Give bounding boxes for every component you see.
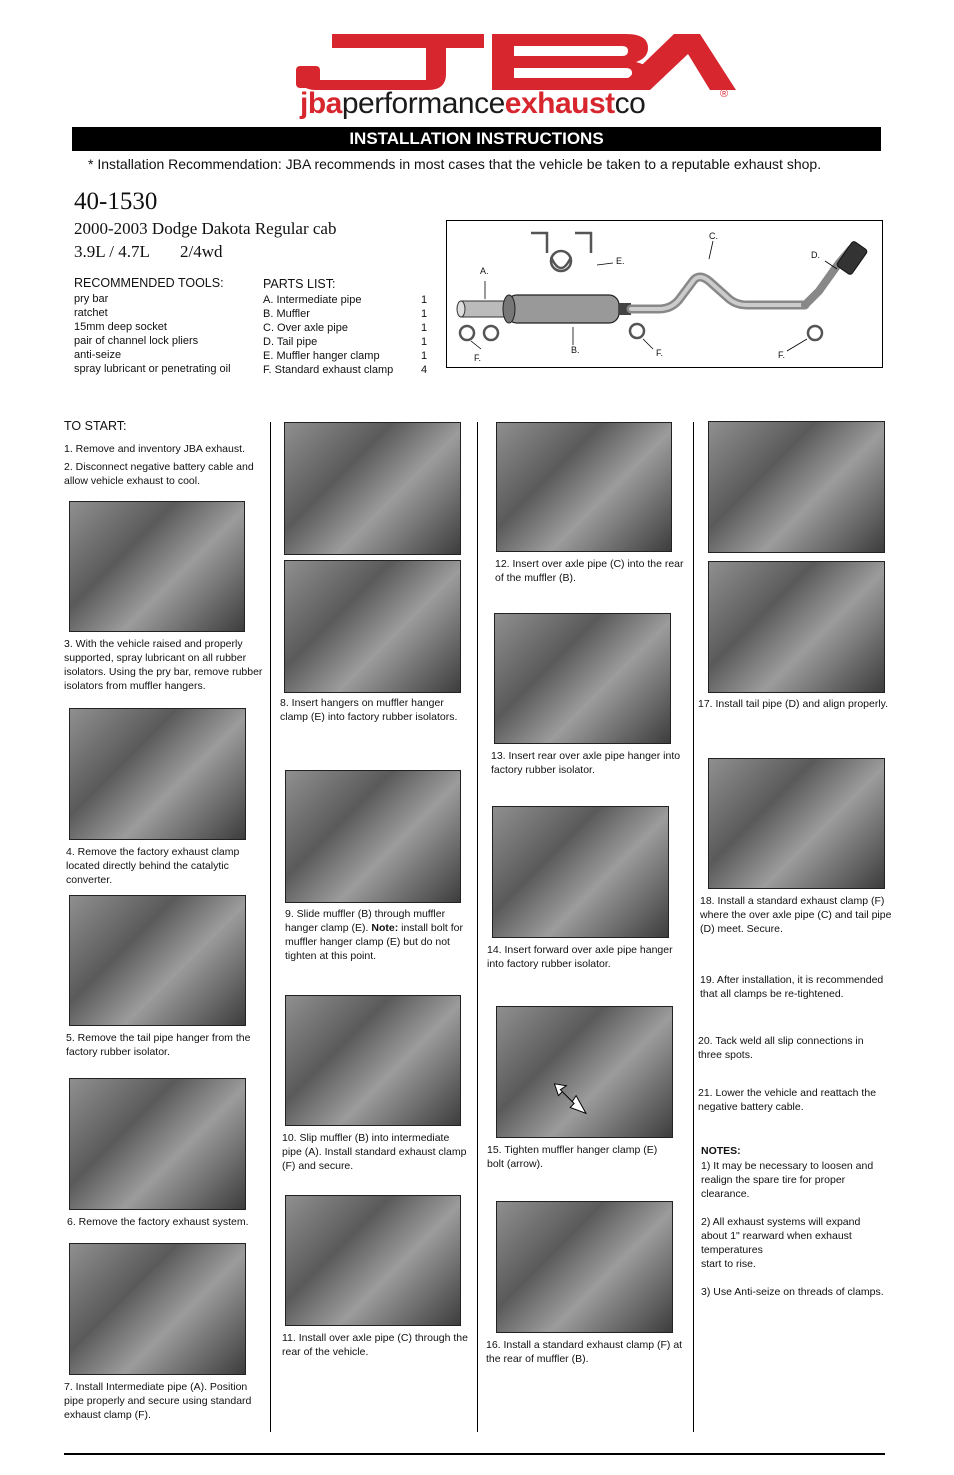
step-9-note-text: install bolt for muffler hanger clamp (E) but do not tighten at this point. <box>285 922 463 962</box>
diagram-label-c: C. <box>709 231 718 241</box>
part-qty: 1 <box>421 308 428 320</box>
tool-item: pry bar <box>74 293 109 305</box>
step-16: 16. Install a standard exhaust clamp (F) at the rear of muffler (B). <box>486 1339 683 1365</box>
step-8: 8. Insert hangers on muffler hanger clamp (E) into factory rubber isolators. <box>280 697 458 723</box>
part-number: 40-1530 <box>74 188 158 215</box>
part-qty: 1 <box>421 322 428 334</box>
step-11: 11. Install over axle pipe (C) through the rear of the vehicle. <box>282 1332 468 1358</box>
step-18-photo <box>708 758 885 889</box>
parts-row <box>263 363 427 377</box>
note-2 <box>701 1215 881 1271</box>
engine-size: 3.9L / 4.7L <box>74 242 150 261</box>
part-name: E. Muffler hanger clamp <box>263 350 380 362</box>
parts-title: PARTS LIST: <box>263 277 336 291</box>
diagram-label-a: A. <box>480 266 489 276</box>
parts-list <box>263 293 427 377</box>
tools-title: RECOMMENDED TOOLS: <box>74 276 224 290</box>
title-bar: INSTALLATION INSTRUCTIONS <box>72 127 881 151</box>
step-4-photo <box>69 708 246 840</box>
diagram-label-f: F. <box>778 350 786 360</box>
arrow-icon <box>497 1007 672 1137</box>
installation-recommendation: * Installation Recommendation: JBA recommends in most cases that the vehicle be taken to a reputable exhaust shop. <box>88 156 822 172</box>
note-2-text: 2) All exhaust systems will expand about 1" rearward when exhaust temperatures <box>701 1216 861 1256</box>
parts-row <box>263 335 427 349</box>
tool-item: pair of channel lock pliers <box>74 335 199 347</box>
tool-item: spray lubricant or penetrating oil <box>74 363 231 375</box>
logo-text-co: co <box>614 87 646 120</box>
step-17: 17. Install tail pipe (D) and align properly. <box>698 698 889 710</box>
step-17a-photo <box>708 421 885 553</box>
step-9 <box>285 907 465 963</box>
column-divider <box>477 422 478 1432</box>
logo-text-jba: jba <box>300 87 342 120</box>
step-3-photo <box>69 501 245 632</box>
vehicle-model: 2000-2003 Dodge Dakota Regular cab <box>74 219 337 238</box>
part-name: A. Intermediate pipe <box>263 294 362 306</box>
parts-row <box>263 307 427 321</box>
step-7: 7. Install Intermediate pipe (A). Position pipe properly and secure using standard exhaust clamp (F). <box>64 1381 252 1421</box>
diagram-label-f: F. <box>656 348 664 358</box>
logo-text-performance: performance <box>341 87 505 120</box>
step-11-photo <box>285 1195 461 1326</box>
step-9-text: 9. Slide muffler (B) through muffler hanger clamp (E). <box>285 908 446 934</box>
note-3: 3) Use Anti-seize on threads of clamps. <box>701 1286 884 1298</box>
tools-list <box>74 292 231 376</box>
parts-row <box>263 349 427 363</box>
step-15: 15. Tighten muffler hanger clamp (E) bolt (arrow). <box>487 1144 658 1170</box>
step-6: 6. Remove the factory exhaust system. <box>67 1216 249 1228</box>
parts-diagram <box>446 220 883 368</box>
step-9-photo <box>285 770 461 903</box>
note-1: 1) It may be necessary to loosen and realign the spare tire for proper clearance. <box>701 1160 874 1200</box>
column-divider <box>693 422 694 1432</box>
step-19: 19. After installation, it is recommended that all clamps be re-tightened. <box>700 974 884 1000</box>
diagram-label-e: E. <box>616 256 625 266</box>
tool-item: anti-seize <box>74 349 122 361</box>
jba-logo <box>296 34 736 92</box>
step-7-photo <box>69 1243 246 1375</box>
step-14: 14. Insert forward over axle pipe hanger into factory rubber isolator. <box>487 944 673 970</box>
step-20: 20. Tack weld all slip connections in three spots. <box>698 1035 864 1061</box>
step-21: 21. Lower the vehicle and reattach the negative battery cable. <box>698 1087 877 1113</box>
part-qty: 1 <box>421 350 428 362</box>
part-qty: 1 <box>421 336 428 348</box>
to-start-heading: TO START: <box>64 419 127 433</box>
step-17b-photo <box>708 561 885 693</box>
step-9-note-label: Note: <box>371 922 399 934</box>
logo-tagline <box>300 87 645 121</box>
step-6-photo <box>69 1078 246 1210</box>
exhaust-system-drawing <box>447 221 882 367</box>
column-divider <box>270 422 271 1432</box>
note-2-continued: start to rise. <box>701 1258 756 1270</box>
step-4: 4. Remove the factory exhaust clamp located directly behind the catalytic converter. <box>66 846 240 886</box>
registered-mark: ® <box>720 88 729 100</box>
step-3: 3. With the vehicle raised and properly supported, spray lubricant on all rubber isolators. Using the pry bar, remove rubber isolators from muffler hangers. <box>64 638 263 692</box>
step-1: 1. Remove and inventory JBA exhaust. <box>64 443 245 455</box>
step-5: 5. Remove the tail pipe hanger from the factory rubber isolator. <box>66 1032 251 1058</box>
step-18: 18. Install a standard exhaust clamp (F) where the over axle pipe (C) and tail pipe (D) meet. Secure. <box>700 895 892 935</box>
notes-heading: NOTES: <box>701 1145 741 1157</box>
drive-type: 2/4wd <box>180 242 223 261</box>
part-name: C. Over axle pipe <box>263 322 348 334</box>
diagram-label-b: B. <box>571 345 580 355</box>
tool-item: 15mm deep socket <box>74 321 167 333</box>
step-15-photo <box>496 1006 673 1138</box>
step-14-photo <box>492 806 669 938</box>
logo-text-exhaust: exhaust <box>504 87 615 120</box>
step-13: 13. Insert rear over axle pipe hanger into factory rubber isolator. <box>491 750 681 776</box>
part-qty: 4 <box>421 364 428 376</box>
footer-rule <box>64 1453 885 1455</box>
part-qty: 1 <box>421 294 428 306</box>
step-10-photo <box>285 995 461 1126</box>
diagram-label-d: D. <box>811 250 820 260</box>
step-8b-photo <box>284 560 461 693</box>
step-13-photo <box>494 613 671 744</box>
part-name: F. Standard exhaust clamp <box>263 364 394 376</box>
step-2: 2. Disconnect negative battery cable and allow vehicle exhaust to cool. <box>64 461 254 487</box>
step-5-photo <box>69 895 246 1026</box>
step-10: 10. Slip muffler (B) into intermediate pipe (A). Install standard exhaust clamp (F) and secure. <box>282 1132 467 1172</box>
step-12: 12. Insert over axle pipe (C) into the rear of the muffler (B). <box>495 558 684 584</box>
step-16-photo <box>496 1201 673 1333</box>
parts-row <box>263 293 427 307</box>
part-name: B. Muffler <box>263 308 310 320</box>
part-name: D. Tail pipe <box>263 336 318 348</box>
tool-item: ratchet <box>74 307 108 319</box>
step-8a-photo <box>284 422 461 555</box>
diagram-label-f: F. <box>474 353 482 363</box>
parts-row <box>263 321 427 335</box>
step-12-photo <box>496 422 672 552</box>
